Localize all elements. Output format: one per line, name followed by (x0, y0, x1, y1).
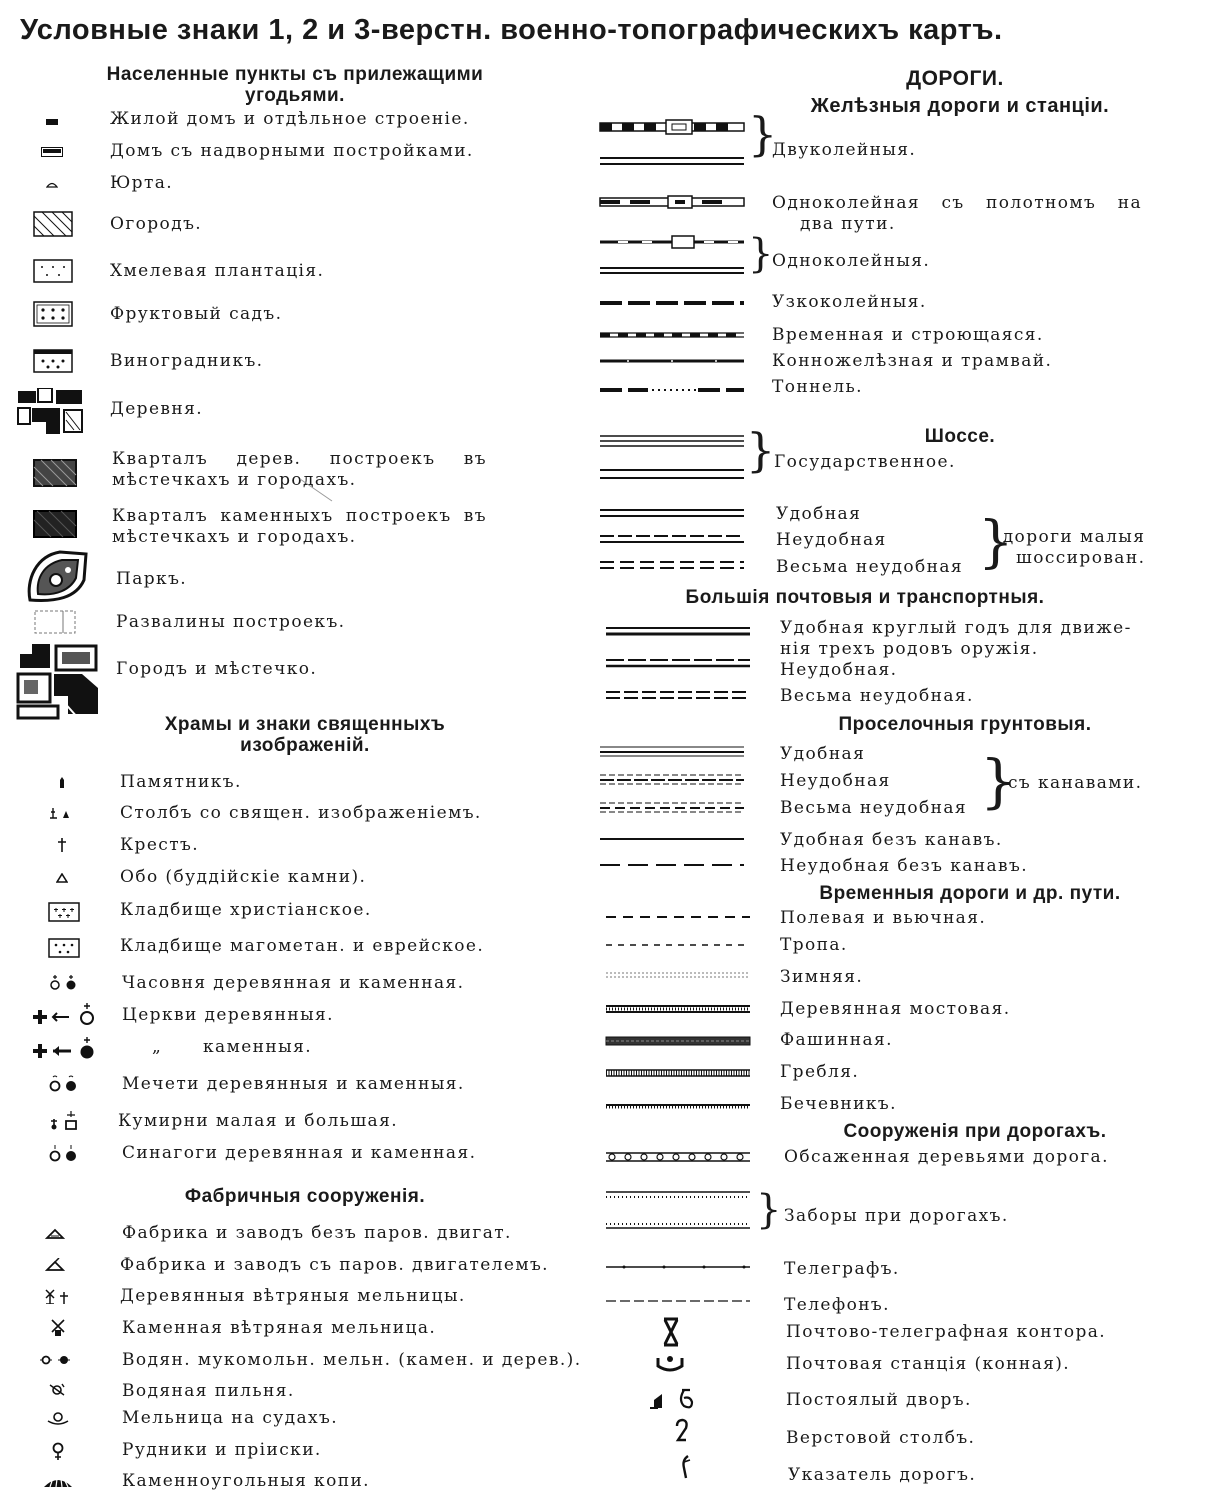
temporary-road-label: Деревянная мостовая. (780, 999, 1011, 1019)
smudge-mark (298, 475, 338, 505)
settlement-label: Кварталъ дерев. построекъ въ мѣстечкахъ и городахъ. (112, 449, 487, 490)
factory-label: Деревянныя вѣтряныя мельницы. (120, 1286, 466, 1306)
post-road-label (780, 618, 1150, 660)
house-outbuildings-icon (38, 142, 66, 162)
country-road-label: Неудобная (780, 771, 891, 791)
tunnel-symbol (598, 382, 748, 398)
watermill-icon (38, 1350, 74, 1370)
steam-factory-icon (42, 1255, 68, 1275)
poor-no-ditch-road-symbol (598, 858, 748, 872)
settlement-label: Хмелевая плантація. (110, 261, 325, 281)
railway-label: Тоннель. (772, 377, 863, 397)
brace: } (748, 107, 778, 161)
post-road-line: нія трехъ родовъ оружія. (780, 639, 1039, 659)
factory-label: Водян. мукомольн. мельн. (камен. и дерев.). (122, 1350, 582, 1370)
very-poor-post-road-symbol (604, 688, 754, 702)
settlement-label: Домъ съ надворными постройками. (110, 141, 474, 161)
structures-heading: Сооруженія при дорогахъ. (843, 1121, 1107, 1142)
settlement-label: Развалины построекъ. (116, 612, 346, 632)
small-house-icon (40, 112, 64, 132)
country-road-label: Неудобная безъ канавъ. (780, 856, 1029, 876)
settlement-label: Юрта. (110, 173, 174, 193)
path-symbol (604, 938, 754, 952)
railway-label-line: два пути. (800, 214, 896, 234)
factory-label: Каменная вѣтряная мельница. (122, 1318, 437, 1338)
temple-label: Мечети деревянныя и каменныя. (122, 1074, 465, 1094)
very-poor-country-road-symbol (598, 800, 748, 814)
page-title: Условные знаки 1, 2 и 3-верстн. военно-топографическихъ картъ. (20, 14, 1003, 46)
brace: } (978, 510, 1014, 575)
towpath-symbol (604, 1098, 754, 1112)
railway-label: Одноколейныя. (772, 251, 931, 271)
structure-label: Указатель дорогъ. (788, 1465, 977, 1485)
structure-label: Почтовая станція (конная). (786, 1354, 1071, 1374)
railways-heading: Желѣзныя дороги и станціи. (810, 95, 1110, 117)
plank-road-symbol (604, 1002, 754, 1016)
wooden-block-icon (32, 458, 78, 488)
settlement-label: Фруктовый садъ. (110, 304, 283, 324)
structure-label: Обсаженная деревьями дорога. (784, 1147, 1109, 1167)
temple-label: Памятникъ. (120, 772, 242, 792)
temple-label: Кумирни малая и большая. (118, 1111, 399, 1131)
vegetable-garden-icon (32, 210, 74, 238)
orchard-icon (32, 300, 74, 328)
railway-label: Временная и строющаяся. (772, 325, 1044, 345)
temple-label: Обо (буддійскіе камни). (120, 867, 367, 887)
narrow-gauge-symbol (598, 295, 748, 311)
factory-label: Фабрика и заводъ безъ паров. двигат. (122, 1223, 512, 1243)
temple-label: „ каменныя. (152, 1037, 312, 1057)
boat-mill-icon (44, 1408, 72, 1428)
monument-icon (50, 772, 74, 792)
brace: } (748, 231, 774, 277)
post-road-line: Удобная круглый годъ для движе- (780, 618, 1132, 638)
mine-icon (46, 1440, 70, 1462)
settlement-label: Деревня. (110, 399, 204, 419)
post-roads-heading: Большія почтовыя и транспортныя. (685, 587, 1045, 608)
kumirnya-icon (46, 1108, 82, 1134)
settlement-label: Паркъ. (116, 569, 188, 589)
brace: } (980, 747, 1017, 815)
country-road-label: Удобная (780, 744, 866, 764)
temporary-road-label: Фашинная. (780, 1030, 893, 1050)
structure-label: Верстовой столбъ. (786, 1428, 976, 1448)
road-sign-icon (676, 1452, 696, 1482)
temporary-railway-symbol (598, 327, 748, 343)
brace: } (756, 1187, 782, 1233)
poor-post-road-symbol (604, 656, 754, 670)
temple-label: Синагоги деревянная и каменная. (122, 1143, 477, 1163)
factory-label: Каменноугольныя копи. (122, 1471, 370, 1491)
stone-block-icon (32, 509, 78, 539)
temples-heading: Храмы и знаки священныхъ изображеній. (164, 714, 446, 756)
mosque-icon (46, 1072, 82, 1096)
settlement-label: Жилой домъ и отдѣльное строеніе. (110, 109, 470, 129)
field-road-symbol (604, 910, 754, 924)
settlement-label: Кварталъ каменныхъ построекъ въ мѣстечкахъ и городахъ. (112, 506, 487, 547)
verst-post-icon (670, 1416, 694, 1446)
vineyard-icon (32, 347, 74, 375)
yurt-icon (40, 174, 64, 194)
highway-label: Государственное. (774, 452, 956, 472)
horse-tram-symbol (598, 353, 748, 369)
fascine-road-symbol (604, 1034, 754, 1048)
telephone-symbol (604, 1294, 754, 1308)
temporary-road-label: Бечевникъ. (780, 1094, 897, 1114)
state-highway-symbol (598, 432, 748, 484)
temporary-road-label: Тропа. (780, 935, 848, 955)
minor-highway-line: дороги малыя (1002, 527, 1146, 547)
telegraph-symbol (604, 1260, 754, 1274)
post-road-label: Весьма неудобная. (780, 686, 974, 706)
temporary-road-label: Гребля. (780, 1062, 860, 1082)
tree-lined-road-symbol (604, 1148, 754, 1166)
temple-label: Кладбище христіанское. (120, 900, 372, 920)
temple-label: Церкви деревянныя. (122, 1005, 334, 1025)
single-track-two-bed-symbol (598, 192, 748, 212)
ruins-icon (32, 608, 78, 636)
stone-church-icon (30, 1036, 98, 1062)
structure-label: Почтово-телеграфная контора. (786, 1322, 1107, 1342)
chapel-icon (46, 972, 82, 994)
sacred-pillar-icon (46, 804, 76, 824)
settlement-label: Огородъ. (110, 214, 203, 234)
temple-label: Кладбище магометан. и еврейское. (120, 936, 485, 956)
settlement-label: Городъ и мѣстечко. (116, 659, 318, 679)
brace: } (746, 423, 776, 477)
factory-label: Фабрика и заводъ съ паров. двигателемъ. (120, 1255, 549, 1275)
single-track-railway-symbol (598, 234, 748, 278)
minor-highway-label (1002, 527, 1145, 569)
stone-windmill-icon (46, 1316, 70, 1338)
structure-label: Заборы при дорогахъ. (784, 1206, 1009, 1226)
structure-label: Телеграфъ. (784, 1259, 900, 1279)
very-poor-minor-highway-symbol (598, 558, 748, 572)
factories-heading: Фабричныя сооруженія. (184, 1186, 426, 1207)
hop-plantation-icon (32, 257, 74, 285)
good-post-road-symbol (604, 624, 754, 638)
country-road-label: Весьма неудобная (780, 798, 968, 818)
temporary-road-label: Зимняя. (780, 967, 864, 987)
factory-label: Мельница на судахъ. (122, 1408, 339, 1428)
poor-country-road-symbol (598, 772, 748, 786)
dam-road-symbol (604, 1066, 754, 1080)
temple-label: Часовня деревянная и каменная. (122, 973, 465, 993)
highway-label: Весьма неудобная (776, 557, 964, 577)
structure-label: Постоялый дворъ. (786, 1390, 972, 1410)
factory-icon (42, 1224, 68, 1244)
temple-label: Столбъ со священ. изображеніемъ. (120, 803, 482, 823)
railway-label: Узкоколейныя. (772, 292, 927, 312)
railway-label: Двуколейныя. (772, 140, 917, 160)
minor-highway-line: шоссирован. (1016, 548, 1146, 568)
railway-label: Конножелѣзная и трамвай. (772, 351, 1053, 371)
post-telegraph-office-icon (656, 1316, 686, 1348)
roads-heading: ДОРОГИ. (906, 67, 1004, 90)
coal-mine-icon (40, 1472, 76, 1492)
highway-label: Неудобная (776, 530, 887, 550)
town-icon (16, 644, 100, 720)
factory-label: Водяная пильня. (122, 1381, 295, 1401)
railway-label-line: Одноколейная съ полотномъ на (772, 193, 1142, 213)
wooden-church-icon (30, 1002, 98, 1028)
highways-heading: Шоссе. (924, 426, 996, 447)
country-road-ditches-label: съ канавами. (1008, 773, 1143, 793)
post-road-label: Неудобная. (780, 660, 898, 680)
sawmill-icon (44, 1380, 70, 1400)
highway-label: Удобная (776, 504, 862, 524)
good-no-ditch-road-symbol (598, 832, 748, 846)
country-roads-heading: Проселочныя грунтовыя. (838, 714, 1092, 735)
factory-label: Рудники и пріиски. (122, 1440, 322, 1460)
good-country-road-symbol (598, 744, 748, 758)
wooden-windmill-icon (40, 1286, 74, 1306)
christian-cemetery-icon (46, 900, 82, 924)
park-icon (26, 550, 90, 602)
temple-label: Крестъ. (120, 835, 200, 855)
inn-icon (646, 1384, 700, 1414)
muslim-jewish-cemetery-icon (46, 936, 82, 960)
country-road-label: Удобная безъ канавъ. (780, 830, 1003, 850)
temporary-road-label: Полевая и вьючная. (780, 908, 987, 928)
temporary-roads-heading: Временныя дороги и др. пути. (819, 883, 1121, 904)
settlement-label: Виноградникъ. (110, 351, 264, 371)
post-station-icon (652, 1352, 688, 1376)
cross-icon (50, 835, 74, 855)
winter-road-symbol (604, 968, 754, 982)
village-icon (16, 388, 86, 438)
settlements-heading: Населенные пункты съ прилежащими угодьями. (106, 64, 484, 106)
fence-road-symbol (604, 1188, 754, 1232)
railway-label (772, 193, 1142, 235)
obo-icon (50, 868, 74, 888)
good-minor-highway-symbol (598, 506, 748, 520)
synagogue-icon (46, 1142, 82, 1166)
structure-label: Телефонъ. (784, 1295, 890, 1315)
double-track-railway-symbol (598, 118, 748, 170)
poor-minor-highway-symbol (598, 532, 748, 546)
